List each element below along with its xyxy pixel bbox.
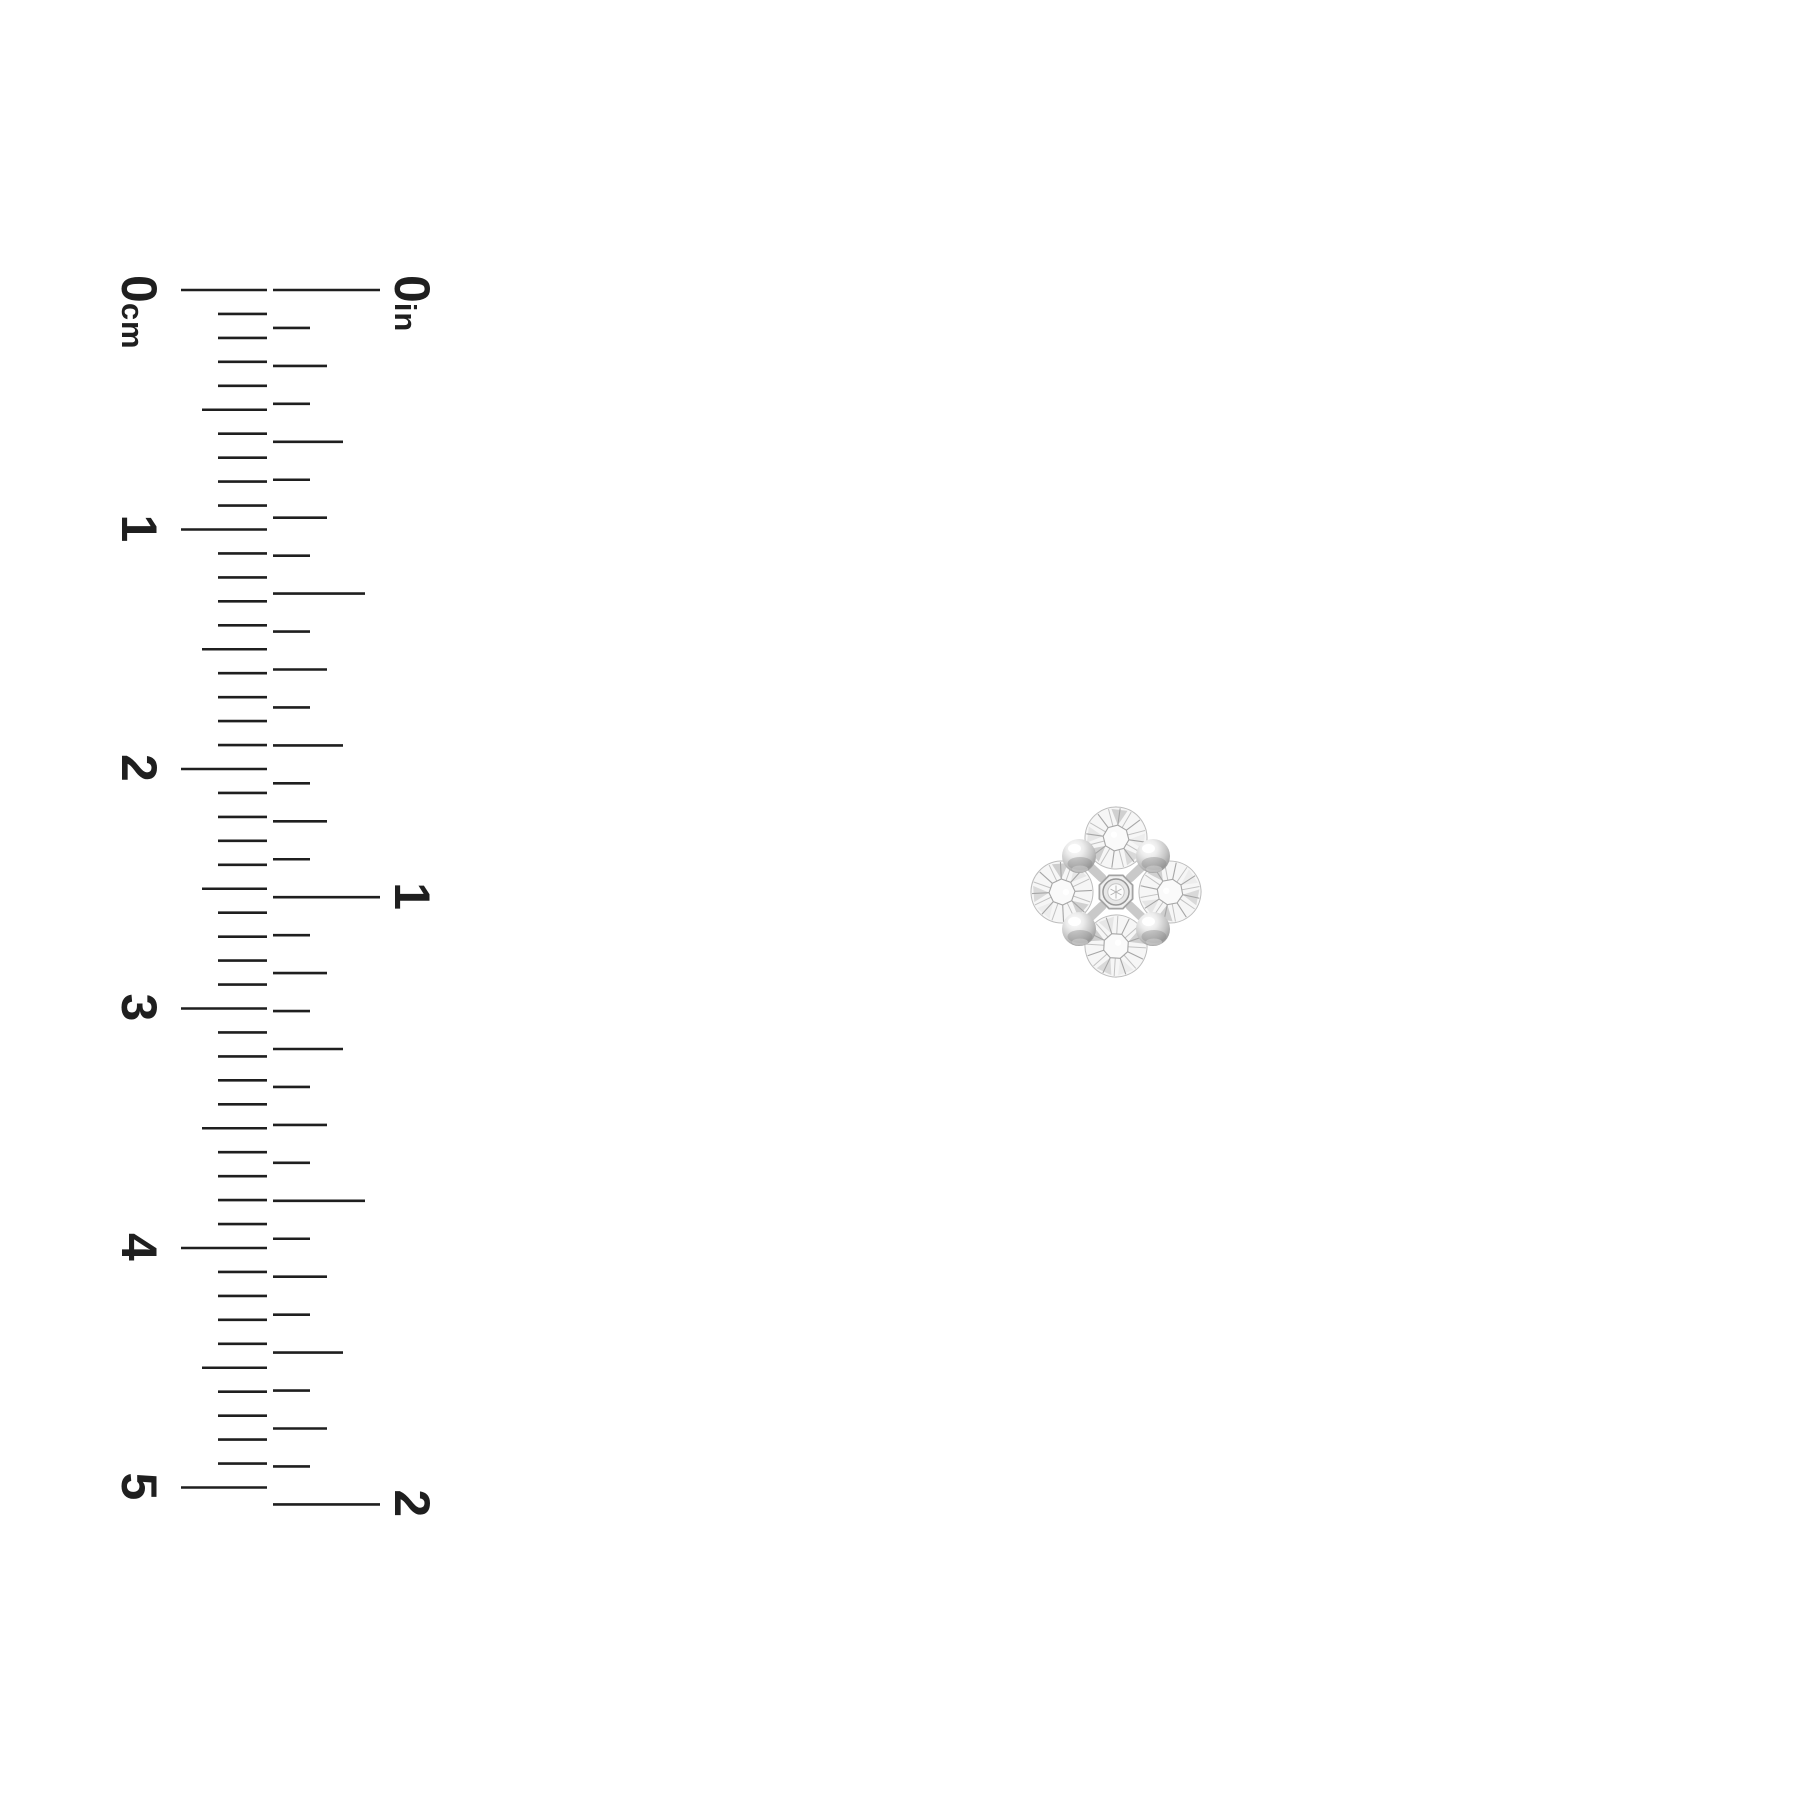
cm-label-2: 2 (111, 754, 167, 782)
diamond-cluster-earring (1018, 803, 1213, 985)
bead-top-right (1136, 839, 1170, 873)
inch-scale-ticks (273, 290, 380, 1504)
inch-label-1: 1 (384, 882, 440, 911)
cm-label-5: 5 (111, 1472, 167, 1501)
cm-label-4: 4 (111, 1233, 167, 1261)
bead-bottom-left (1062, 912, 1096, 946)
inch-label-0: 0in (384, 275, 440, 333)
bead-bottom-right (1136, 912, 1170, 946)
inch-label-2: 2 (384, 1489, 440, 1518)
center-setting (1099, 875, 1132, 908)
cm-label-1: 1 (111, 514, 167, 543)
cm-label-0: 0cm (111, 275, 167, 350)
bead-top-left (1062, 839, 1096, 873)
cm-label-3: 3 (111, 993, 167, 1022)
cm-label-0-unit: cm (115, 302, 150, 350)
ruler (111, 275, 440, 1517)
inch-label-0-unit: in (388, 302, 423, 333)
cm-scale-ticks (181, 290, 267, 1488)
